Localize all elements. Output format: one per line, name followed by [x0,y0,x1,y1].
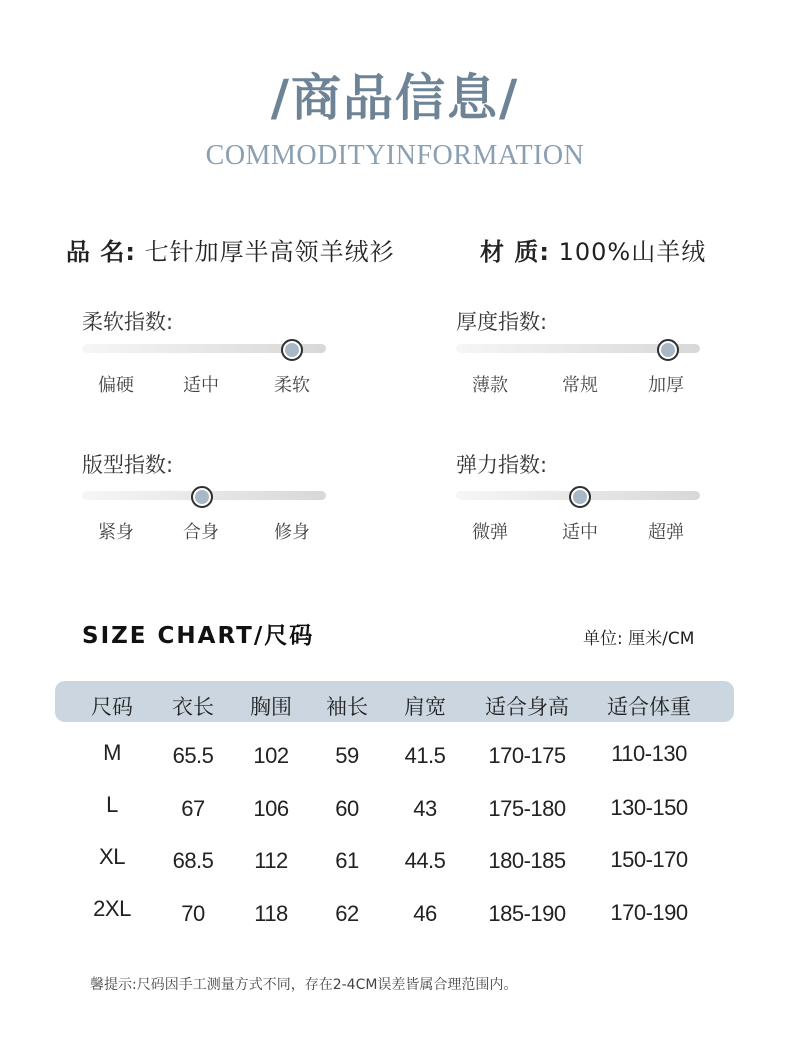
elasticity-tick: 微弹 [472,522,508,543]
elasticity-knob [569,486,591,508]
size-chart-title: SIZE CHART/尺码 [82,623,315,649]
header-cell: 胸围 [250,695,292,719]
page-subtitle: COMMODITYINFORMATION [205,140,585,171]
table-cell: L [106,792,118,817]
table-cell: 102 [253,743,289,768]
product-name [66,232,395,267]
table-cell: 180-185 [488,848,566,873]
softness-tick: 偏硬 [98,375,134,396]
thickness-tick: 常规 [562,375,598,396]
table-cell: 70 [181,901,205,926]
fit-tick: 修身 [274,522,310,543]
product-material [480,232,706,267]
elasticity-tick: 超弹 [648,522,684,543]
fit-tick: 紧身 [98,522,134,543]
fit-index [82,449,342,543]
product-name-value: 七针加厚半高领羊绒衫 [144,238,395,266]
table-cell: 150-170 [610,847,688,872]
table-cell: 41.5 [404,743,446,768]
product-material-label: 材 质: [480,238,550,266]
elasticity-index-label: 弹力指数: [456,453,548,477]
thickness-knob [657,339,679,361]
table-cell: 175-180 [488,796,566,821]
table-cell: 65.5 [172,743,214,768]
softness-index-label: 柔软指数: [82,310,174,334]
table-cell: 2XL [93,896,131,921]
page-title: /商品信息/ [270,68,520,127]
table-cell: 43 [413,796,437,821]
table-cell: 106 [253,796,289,821]
thickness-index [456,306,716,396]
header-cell: 适合身高 [485,695,569,719]
table-cell: 59 [335,743,359,768]
size-table-header [55,681,734,722]
softness-tick: 柔软 [274,375,310,396]
table-cell: 130-150 [610,795,688,820]
table-row [55,844,734,874]
fit-knob [191,486,213,508]
elasticity-tick: 适中 [562,522,598,543]
table-row [55,740,734,770]
header-cell: 肩宽 [404,695,446,719]
table-cell: 62 [335,901,359,926]
table-cell: M [103,740,121,765]
table-cell: 118 [254,901,288,926]
table-cell: 170-175 [488,743,566,768]
table-cell: 185-190 [488,901,566,926]
table-cell: 61 [335,848,359,873]
header-cell: 衣长 [172,695,214,719]
fit-tick: 合身 [183,522,219,543]
table-cell: 170-190 [610,900,688,925]
size-chart-unit: 单位: 厘米/CM [583,629,695,649]
table-cell: 112 [254,848,288,873]
header-cell: 适合体重 [607,695,691,719]
header-cell: 尺码 [91,695,133,719]
thickness-index-label: 厚度指数: [456,310,548,334]
size-note: 馨提示:尺码因手工测量方式不同，存在2-4CM误差皆属合理范围内。 [90,977,518,993]
table-cell: 68.5 [172,848,214,873]
table-cell: 46 [413,901,437,926]
softness-tick: 适中 [183,375,219,396]
table-row [55,896,734,926]
fit-index-label: 版型指数: [82,453,174,477]
size-table-body [55,740,734,940]
table-row [55,792,734,822]
thickness-tick: 加厚 [648,375,684,396]
product-name-label: 品 名: [66,238,136,266]
header-cell: 袖长 [326,695,368,719]
table-cell: 110-130 [611,741,687,766]
thickness-tick: 薄款 [472,375,508,396]
softness-index [82,306,342,396]
product-material-value: 100%山羊绒 [558,238,707,266]
softness-knob [281,339,303,361]
table-cell: XL [99,844,125,869]
elasticity-index [456,449,716,543]
table-cell: 67 [181,796,205,821]
table-cell: 44.5 [404,848,446,873]
table-cell: 60 [335,796,359,821]
